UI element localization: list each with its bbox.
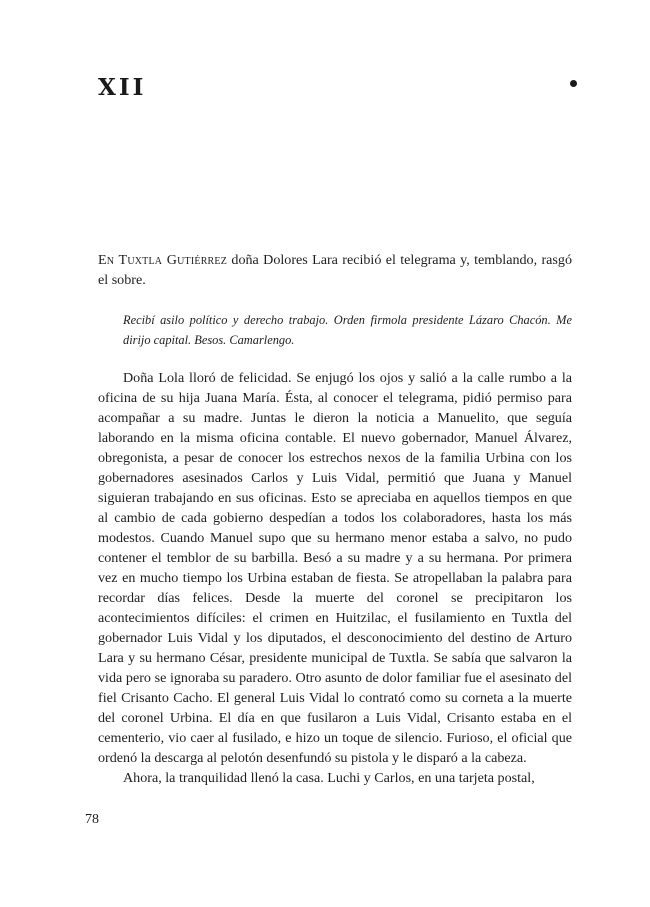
body-paragraph: Doña Lola lloró de felicidad. Se enjugó los ojos y salió a la calle rumbo a la oficina de su hija Juana María. Ésta, al conocer el telegrama, pidió permiso para acompañar a su madre. Juntas le dieron la noticia a Manuelito, que seguía laborando en la misma oficina contable. El nuevo gobernador, Manuel Álvarez, obregonista, a pesar de conocer los estrechos nexos de la familia Urbina con los gobernadores asesinados Carlos y Luis Vidal, permitió que Juana y Manuel siguieran trabajando en sus oficinas. Esto se apreciaba en aquellos tiempos en que al cambio de cada gobierno despedían a todos los colaboradores, hasta los más modestos. Cuando Manuel supo que su hermano menor estaba a salvo, no pudo contener el temblor de su barbilla. Besó a su madre y a su hermana. Por primera vez en mucho tiempo los Urbina estaban de fiesta. Se atropellaban la palabra para recordar días felices. Desde la muerte del coronel se precipitaron los acontecimientos difíciles: el crimen en Huitzilac, el fusilamiento en Tuxtla del gobernador Luis Vidal y los diputados, el desconocimiento del destino de Arturo Lara y su hermano César, presidente municipal de Tuxtla. Se sabía que salvaron la vida pero se ignoraba su paradero. Otro asunto de dolor familiar fue el asesinato del fiel Crisanto Cacho. El general Luis Vidal lo contrató como su corneta a la muerte del coronel Urbina. El día en que fusilaron a Luis Vidal, Crisanto estaba en el cementerio, vio caer al fusilado, e hizo un toque de silencio. Furioso, el oficial que ordenó la descarga al pelotón desenfundó su pistola y le disparó a la cabeza. bbox=[98, 370, 572, 766]
body-paragraph: Ahora, la tranquilidad llenó la casa. Luchi y Carlos, en una tarjeta postal, bbox=[123, 770, 535, 786]
body-text bbox=[98, 368, 572, 788]
opening-lead-smallcaps: En Tuxtla Gutiérrez bbox=[98, 252, 228, 268]
bullet-ornament bbox=[570, 80, 577, 87]
chapter-heading: XII bbox=[98, 74, 147, 101]
opening-paragraph bbox=[98, 250, 572, 290]
page-number: 78 bbox=[85, 812, 99, 827]
opening-text: doña Dolores Lara recibió el telegrama y, temblando, rasgó el sobre. bbox=[98, 252, 572, 288]
telegram-quote: Recibí asilo político y derecho trabajo. Orden firmola presidente Lázaro Chacón. Me dirijo capital. Besos. Camarlengo. bbox=[123, 313, 572, 347]
